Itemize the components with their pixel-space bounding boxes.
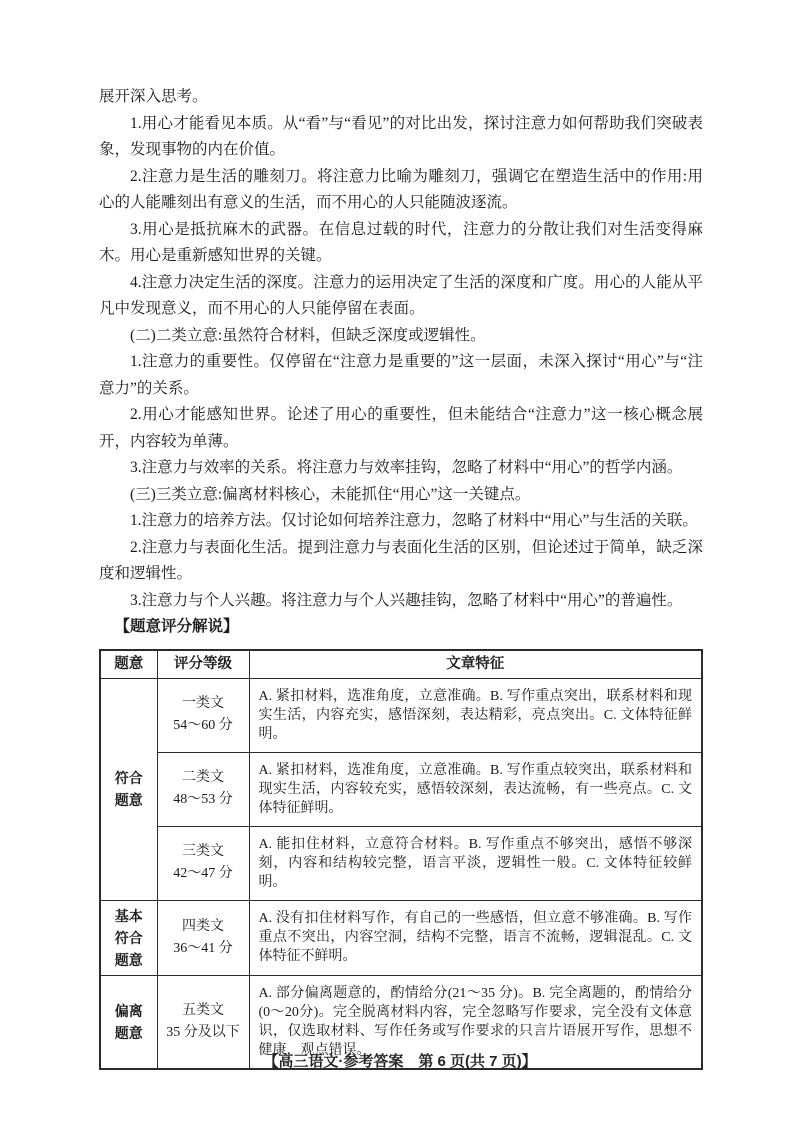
column-header-features: 文章特征 bbox=[249, 650, 702, 679]
page-footer: 【高三语文·参考答案 第 6 页(共 7 页)】 bbox=[263, 1053, 537, 1070]
features-cell: A. 能扣住材料，立意符合材料。B. 写作重点不够突出，感悟不够深刻，内容和结构较完整，语言平淡，逻辑性一般。C. 文体特征较鲜明。 bbox=[249, 826, 702, 900]
features-cell: A. 紧扣材料，选准角度，立意准确。B. 写作重点较突出，联系材料和现实生活，内容较充实，感悟较深刻，表达流畅，有一些亮点。C. 文体特征鲜明。 bbox=[249, 752, 702, 826]
table-row bbox=[100, 900, 702, 975]
table-header-row bbox=[100, 650, 702, 679]
paragraph: (三)三类立意:偏离材料核心，未能抓住“用心”这一关键点。 bbox=[130, 485, 531, 503]
grade-score: 36～41 分 bbox=[173, 940, 233, 956]
column-header-grade: 评分等级 bbox=[157, 650, 249, 679]
grade-name: 五类文 bbox=[182, 1002, 224, 1018]
column-header-topic: 题意 bbox=[100, 650, 157, 679]
features-cell: A. 没有扣住材料写作，有自己的一些感悟，但立意不够准确。B. 写作重点不突出，内容空洞，结构不完整，语言不流畅，逻辑混乱。C. 文体特征不鲜明。 bbox=[249, 900, 702, 975]
paragraph: 1.用心才能看见本质。从“看”与“看见”的对比出发，探讨注意力如何帮助我们突破表象，发现事物的内在价值。 bbox=[99, 114, 703, 158]
paragraph: 3.注意力与效率的关系。将注意力与效率挂钩，忽略了材料中“用心”的哲学内涵。 bbox=[130, 459, 683, 476]
scoring-table bbox=[99, 649, 703, 1070]
grade-cell bbox=[157, 752, 249, 826]
category-cell: 基本符合题意 bbox=[100, 900, 157, 975]
paragraph: 展开深入思考。 bbox=[99, 88, 208, 105]
grade-cell bbox=[157, 678, 249, 752]
category-cell: 偏离题意 bbox=[100, 975, 157, 1069]
table-row bbox=[100, 826, 702, 900]
grade-cell bbox=[157, 900, 249, 975]
paragraph: 1.注意力的培养方法。仅讨论如何培养注意力，忽略了材料中“用心”与生活的关联。 bbox=[130, 512, 698, 529]
section-title: 【题意评分解说】 bbox=[114, 618, 239, 635]
grade-name: 一类文 bbox=[182, 696, 224, 711]
paragraph: 2.用心才能感知世界。论述了用心的重要性，但未能结合“注意力”这一核心概念展开，内容较为单薄。 bbox=[99, 406, 703, 450]
paragraph: 3.注意力与个人兴趣。将注意力与个人兴趣挂钩，忽略了材料中“用心”的普遍性。 bbox=[130, 591, 683, 609]
features-cell: A. 紧扣材料，选准角度，立意准确。B. 写作重点突出，联系材料和现实生活，内容充实，感悟深刻，表达精彩，亮点突出。C. 文体特征鲜明。 bbox=[249, 678, 702, 752]
paragraph: (二)二类立意:虽然符合材料，但缺乏深度或逻辑性。 bbox=[130, 326, 486, 344]
grade-cell bbox=[157, 826, 249, 900]
grade-name: 四类文 bbox=[182, 918, 224, 934]
grade-score: 35 分及以下 bbox=[166, 1024, 240, 1040]
grade-name: 二类文 bbox=[182, 770, 224, 785]
grade-score: 42～47 分 bbox=[173, 866, 233, 881]
features-cell: A. 部分偏离题意的，酌情给分(21～35 分)。B. 完全离题的，酌情给分(0～20分)。完全脱离材料内容，完全忽略写作要求，完全没有文体意识，仅选取材料、写作任务或写作要求的只言片语展开写作，思想不健康，观点错误。 bbox=[249, 975, 702, 1069]
grade-name: 三类文 bbox=[182, 844, 224, 859]
table-row bbox=[100, 678, 702, 752]
grade-score: 54～60 分 bbox=[173, 718, 233, 733]
paragraph: 2.注意力与表面化生活。提到注意力与表面化生活的区别，但论述过于简单，缺乏深度和逻辑性。 bbox=[99, 538, 703, 582]
paragraph: 1.注意力的重要性。仅停留在“注意力是重要的”这一层面，未深入探讨“用心”与“注意力”的关系。 bbox=[99, 353, 703, 397]
paragraph: 3.用心是抵抗麻木的武器。在信息过载的时代，注意力的分散让我们对生活变得麻木。用心是重新感知世界的关键。 bbox=[99, 220, 703, 264]
paragraph: 2.注意力是生活的雕刻刀。将注意力比喻为雕刻刀，强调它在塑造生活中的作用:用心的人能雕刻出有意义的生活，而不用心的人只能随波逐流。 bbox=[99, 167, 703, 211]
content-area bbox=[99, 84, 703, 1070]
table-row bbox=[100, 752, 702, 826]
paragraph: 4.注意力决定生活的深度。注意力的运用决定了生活的深度和广度。用心的人能从平凡中发现意义，而不用心的人只能停留在表面。 bbox=[99, 273, 703, 317]
category-cell: 符合题意 bbox=[100, 678, 157, 900]
grade-score: 48～53 分 bbox=[173, 792, 233, 807]
